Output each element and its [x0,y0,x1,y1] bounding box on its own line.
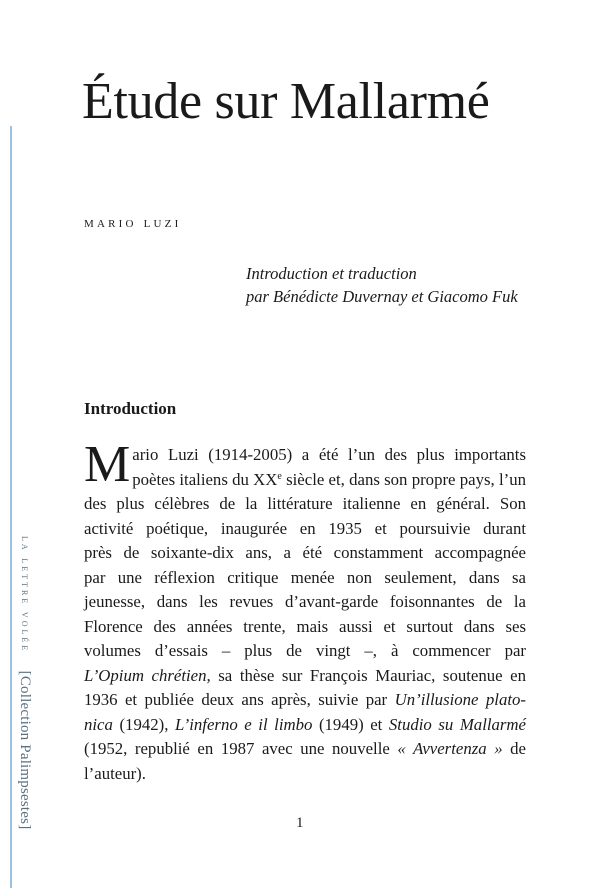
body-text: 1936 et publiée deux ans après, suivie par [84,690,388,709]
book-title: L’inferno e il limbo [174,714,313,734]
body-line: près de soixante-dix ans, a été constamment accompagnée [84,543,526,562]
translation-credit [246,262,518,308]
body-line: volumes d’essais – plus de vingt –, à commencer par [84,641,526,660]
body-line [84,468,526,493]
credit-line-2: par Bénédicte Duvernay et Giacomo Fuk [246,287,518,306]
collection-name: [Collection Palimpsestes] [17,670,33,830]
body-line: des plus célèbres de la littérature italienne en général. Son [84,494,526,513]
body-text: (1942), [112,714,175,734]
body-line [84,664,526,689]
page-title: Étude sur Mallarmé [82,73,490,130]
drop-cap: M [84,436,131,493]
body-text: sa thèse sur François Mauriac, soutenue en [210,665,526,685]
credit-line-1: Introduction et traduction [246,264,417,283]
book-title: « Avvertenza » [397,739,503,758]
page-number: 1 [296,815,304,831]
body-line: ario Luzi (1914-2005) a été l’un des plus importants [132,445,526,464]
body-line: l’auteur). [84,763,146,783]
body-text: poètes italiens du XX [132,469,278,489]
body-text: (1949) et [312,714,389,734]
body-line [84,688,526,713]
body-line [84,737,526,762]
body-line: par une réflexion critique menée non seulement, dans sa [84,567,526,587]
body-paragraph [84,436,527,786]
body-text: siècle et, dans son propre pays, l’un [281,469,526,489]
book-title: Studio su Mallarmé [388,714,527,734]
body-line: jeunesse, dans les revues d’avant-garde foisonnantes de la [84,592,526,611]
book-title: nica [84,714,113,734]
body-line: activité poétique, inaugurée en 1935 et poursuivie durant [84,518,526,538]
superscript: e [277,470,282,482]
body-line [84,713,526,738]
body-text: de [502,739,526,758]
book-title: Un’illusione plato- [394,690,527,709]
publisher-imprint: la lettre volée [19,536,31,654]
section-heading: Introduction [84,399,177,418]
author-name: mario luzi [84,215,182,231]
body-line: Florence des années trente, mais aussi et surtout dans ses [84,616,526,636]
body-text: (1952, republié en 1987 avec une nouvelle [84,739,390,758]
book-title: L’Opium chrétien, [84,665,211,685]
spine-label [16,536,33,829]
margin-rule [10,126,12,888]
